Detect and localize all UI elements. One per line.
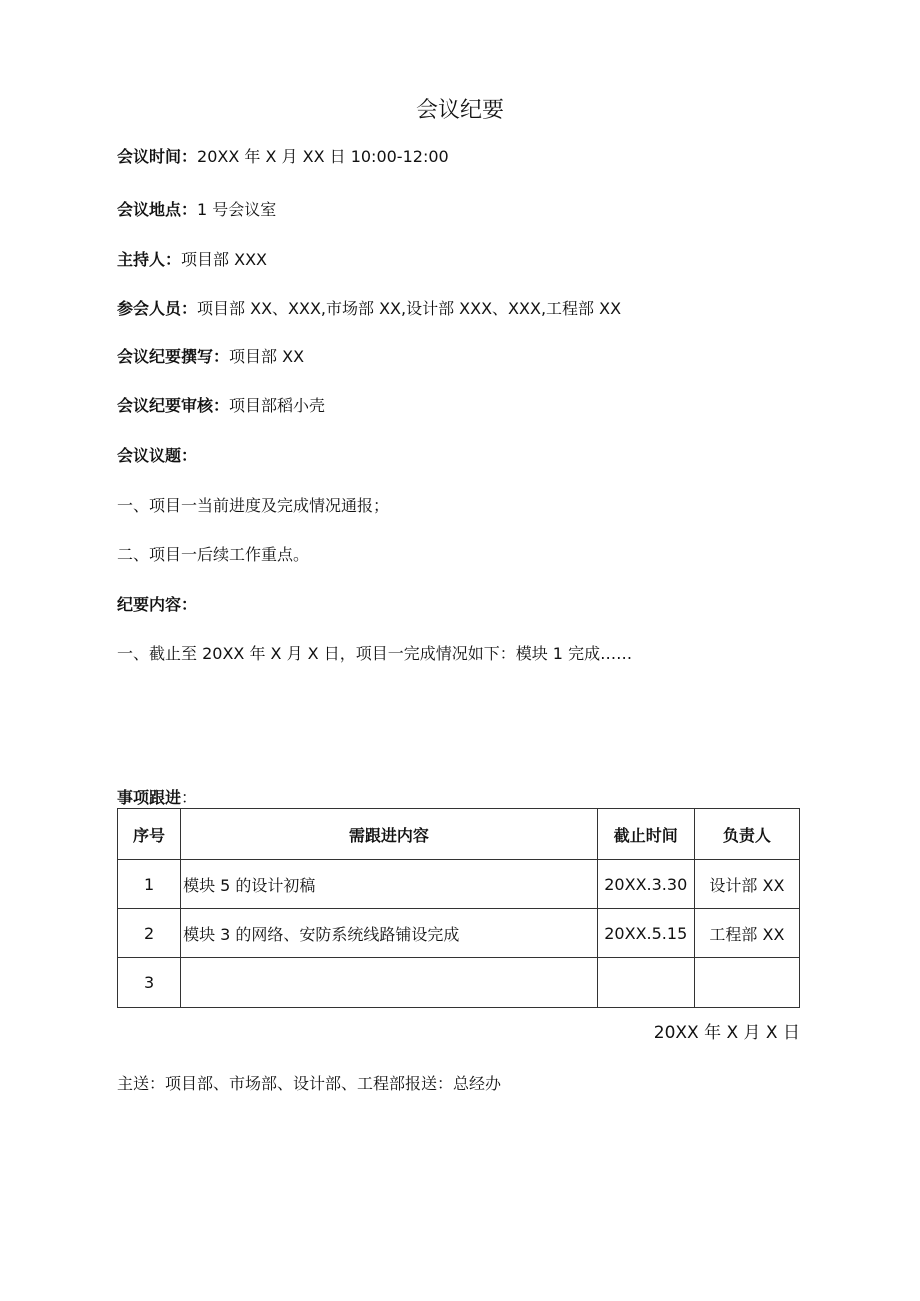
meeting-place-value: 1 号会议室 (197, 200, 277, 219)
minutes-reviewer-line (117, 395, 325, 417)
attendees-value: 项目部 XX、XXX,市场部 XX,设计部 XXX、XXX,工程部 XX (197, 299, 622, 318)
minutes-writer-line (117, 346, 304, 368)
cell-content: 模块 5 的设计初稿 (181, 860, 598, 909)
minutes-reviewer-label: 会议纪要审核： (117, 396, 230, 415)
content-text: 一、截止至 20XX 年 X 月 X 日，项目一完成情况如下：模块 1 完成…… (117, 644, 633, 663)
document-title: 会议纪要 (415, 98, 504, 123)
table-row (118, 909, 800, 958)
content-heading: 纪要内容： (117, 595, 198, 614)
cell-content (181, 958, 598, 1008)
cell-number: 2 (118, 909, 181, 958)
tracking-table (117, 808, 800, 1008)
table-row (118, 958, 800, 1008)
cell-owner: 设计部 XX (694, 860, 799, 909)
tracking-label-suffix: ： (181, 788, 198, 807)
tracking-heading (117, 787, 197, 809)
host-line (117, 249, 267, 271)
cell-number: 1 (118, 860, 181, 909)
host-label: 主持人： (117, 250, 182, 269)
cell-deadline: 20XX.3.30 (597, 860, 694, 909)
header-content: 需跟进内容 (181, 809, 598, 860)
minutes-writer-label: 会议纪要撰写： (117, 347, 230, 366)
minutes-writer-value: 项目部 XX (229, 347, 305, 366)
tracking-label: 事项跟进 (117, 788, 182, 807)
meeting-place-line (117, 199, 276, 221)
header-owner: 负责人 (694, 809, 799, 860)
topic-item: 一、项目一当前进度及完成情况通报； (117, 496, 390, 515)
sign-date: 20XX 年 X 月 X 日 (653, 1023, 800, 1043)
meeting-time-label: 会议时间： (117, 147, 198, 166)
minutes-reviewer-value: 项目部稻小壳 (229, 396, 326, 415)
host-value: 项目部 XXX (181, 250, 267, 269)
cell-owner (694, 958, 799, 1008)
table-header-row (118, 809, 800, 860)
attendees-line (117, 298, 621, 320)
cell-content: 模块 3 的网络、安防系统线路铺设完成 (181, 909, 598, 958)
table-row (118, 860, 800, 909)
cell-owner: 工程部 XX (694, 909, 799, 958)
meeting-time-value: 20XX 年 X 月 XX 日 10:00-12:00 (197, 147, 449, 166)
meeting-place-label: 会议地点： (117, 200, 198, 219)
attendees-label: 参会人员： (117, 299, 198, 318)
topics-heading: 会议议题： (117, 446, 198, 465)
header-number: 序号 (118, 809, 181, 860)
cell-number: 3 (118, 958, 181, 1008)
distribution-line: 主送：项目部、市场部、设计部、工程部报送：总经办 (117, 1074, 502, 1093)
cell-deadline (597, 958, 694, 1008)
header-deadline: 截止时间 (597, 809, 694, 860)
cell-deadline: 20XX.5.15 (597, 909, 694, 958)
topic-item: 二、项目一后续工作重点。 (117, 545, 310, 564)
meeting-time-line (117, 146, 449, 168)
